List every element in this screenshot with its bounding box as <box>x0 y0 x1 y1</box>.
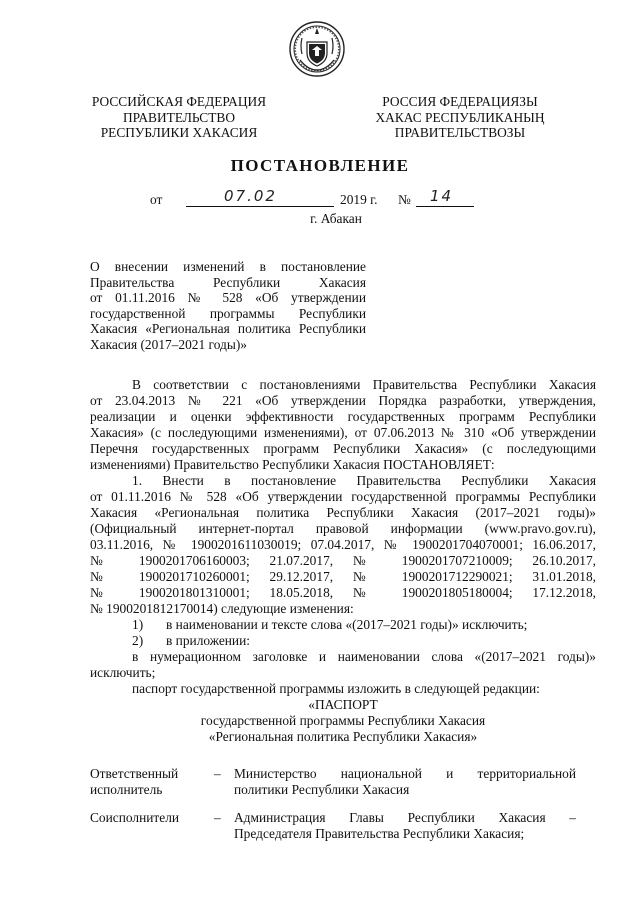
subitem-number: 2) <box>132 633 144 648</box>
header-left-line: РЕСПУБЛИКИ ХАКАСИЯ <box>100 125 258 141</box>
passport-row-label <box>90 766 210 797</box>
item1-line: 03.11.2016, № 1900201611030019; 07.04.2017, № 1900201704070001; 16.06.2017, <box>90 537 596 552</box>
passport-row-value <box>234 810 576 841</box>
subject-line: Правительства Республики Хакасия <box>90 274 366 290</box>
header-right-line: ХАКАС РЕСПУБЛИКАНЫҢ <box>375 109 545 125</box>
subitem-text: в приложении: <box>166 633 250 648</box>
date-number-line <box>150 187 510 212</box>
passport-intro: паспорт государственной программы изложить в следующей редакции: <box>132 681 540 696</box>
passport-value-line: политики Республики Хакасия <box>234 781 410 797</box>
city-name: г. Абакан <box>310 211 362 226</box>
subitem-text: в наименовании и тексте слова «(2017–2021 годы)» исключить; <box>166 617 528 632</box>
item1-line: № 1900201710260001; 29.12.2017, № 1900201712290021; 31.01.2018, <box>90 569 596 584</box>
date-year: 2019 г. <box>340 192 378 207</box>
passport-value-line: Председателя Правительства Республики Хакасия; <box>234 825 525 841</box>
passport-row-label <box>90 810 210 826</box>
numbering-line: в нумерационном заголовке и наименовании слова «(2017–2021 годы)» <box>132 649 596 664</box>
subject-line: О внесении изменений в постановление <box>90 259 366 274</box>
coat-of-arms-emblem <box>288 20 346 78</box>
preamble-line: от 23.04.2013 № 221 «Об утверждении Порядка разработки, утверждения, <box>90 393 596 408</box>
header-right-line: РОССИЯ ФЕДЕРАЦИЯЗЫ <box>382 94 538 109</box>
number-sign: № <box>398 192 411 207</box>
item1-line: (Официальный интернет-портал правовой информации (www.pravo.gov.ru), <box>90 521 596 536</box>
preamble-line: В соответствии с постановлениями Правительства Республики Хакасия <box>132 377 596 392</box>
subject-line: Хакасия (2017–2021 годы)» <box>90 336 247 352</box>
preamble-line: реализации и оценки эффективности государственных программ Республики <box>90 409 596 424</box>
header-right-line: ПРАВИТЕЛЬСТВОЗЫ <box>394 125 526 141</box>
preamble-line: Хакасия» (с последующими изменениями), от 07.06.2013 № 310 «Об утверждении <box>90 425 596 440</box>
header-left-line: ПРАВИТЕЛЬСТВО <box>122 109 235 125</box>
passport-title-line: «ПАСПОРТ <box>308 697 378 712</box>
date-handwritten: 07.02 <box>224 187 277 205</box>
item1-line: 1. Внести в постановление Правительства Республики Хакасия <box>132 473 596 488</box>
header-right-block <box>360 94 560 141</box>
passport-row-dash: – <box>214 766 221 781</box>
preamble-line: изменениями) Правительство Республики Хакасия ПОСТАНОВЛЯЕТ: <box>90 457 495 472</box>
passport-row-value <box>234 766 576 797</box>
passport-title-line: государственной программы Республики Хакасия <box>200 713 486 728</box>
subitem-number: 1) <box>132 617 144 632</box>
date-prefix: от <box>150 192 163 207</box>
document-title: ПОСТАНОВЛЕНИЕ <box>230 156 410 175</box>
numbering-line: исключить; <box>90 665 156 680</box>
passport-value-line: Администрация Главы Республики Хакасия – <box>234 810 576 825</box>
item1-line: № 1900201801310001; 18.05.2018, № 1900201805180004; 17.12.2018, <box>90 585 596 600</box>
passport-label-line: Соисполнители <box>90 810 180 825</box>
subject-line: Хакасия «Региональная политика Республики <box>90 321 366 337</box>
item1-line: Хакасия «Региональная политика Республики Хакасия (2017–2021 годы)» <box>90 505 596 520</box>
header-left-line: РОССИЙСКАЯ ФЕДЕРАЦИЯ <box>91 94 267 109</box>
passport-title-line: «Региональная политика Республики Хакасия» <box>208 729 478 744</box>
passport-value-line: Министерство национальной и территориальной <box>234 766 576 781</box>
item1-line: № 1900201706160003; 21.07.2017, № 1900201707210009; 26.10.2017, <box>90 553 596 568</box>
passport-label-line: Ответственный <box>90 766 179 781</box>
number-handwritten: 14 <box>430 187 454 205</box>
subject-block <box>90 259 366 353</box>
header-left-block <box>80 94 278 141</box>
preamble-line: Перечня государственных программ Республики Хакасия» (с последующими <box>90 441 596 456</box>
passport-row-dash: – <box>214 810 221 825</box>
passport-label-line: исполнитель <box>90 781 163 797</box>
subject-line: от 01.11.2016 № 528 «Об утверждении <box>90 290 366 306</box>
item1-line: от 01.11.2016 № 528 «Об утверждении государственной программы Республики <box>90 489 596 504</box>
item1-line: № 1900201812170014) следующие изменения: <box>90 601 354 616</box>
subject-line: государственной программы Республики <box>90 305 366 321</box>
